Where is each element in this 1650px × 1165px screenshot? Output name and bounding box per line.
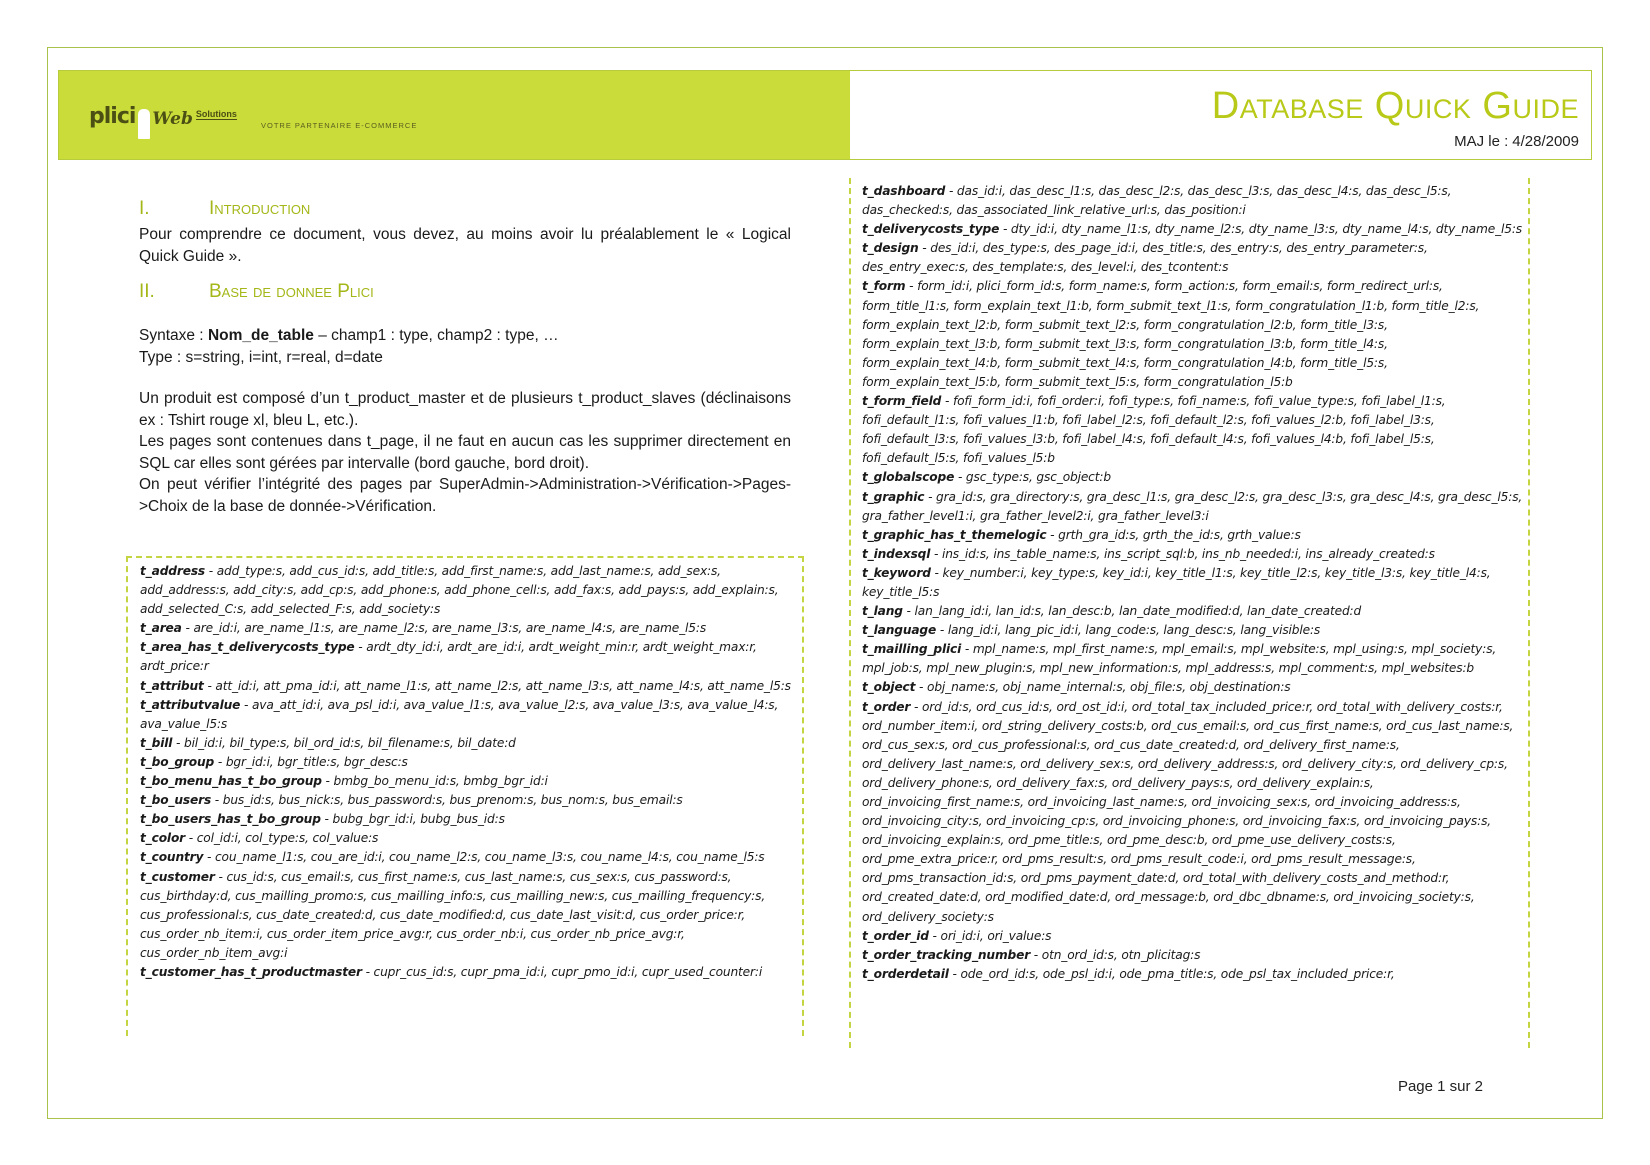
table-fields: - gsc_type:s, gsc_object:b <box>954 470 1111 485</box>
plici-logo <box>89 99 237 129</box>
table-name: t_order_id <box>862 928 929 943</box>
table-entry <box>140 963 802 982</box>
table-entry <box>862 621 1528 640</box>
table-entry <box>140 638 802 676</box>
table-entry <box>862 239 1528 277</box>
table-fields: - key_number:i, key_type:s, key_id:i, key_title_l1:s, key_title_l2:s, key_title_l3:s, key_title_l4:s, key_title_l5:s <box>862 565 1491 599</box>
table-entry <box>862 526 1528 545</box>
table-fields: - are_id:i, are_name_l1:s, are_name_l2:s, are_name_l3:s, are_name_l4:s, are_name_l5:s <box>181 621 707 636</box>
table-entry <box>140 677 802 696</box>
table-entry <box>140 848 802 867</box>
table-name: t_customer_has_t_productmaster <box>140 964 362 979</box>
table-fields: - otn_ord_id:s, otn_plicitag:s <box>1030 947 1201 962</box>
header-logo-band <box>59 71 850 159</box>
table-entry <box>862 277 1528 392</box>
right-table-list <box>849 178 1530 1048</box>
table-name: t_color <box>140 831 186 846</box>
table-name: t_bill <box>140 735 173 750</box>
table-fields: - ori_id:i, ori_value:s <box>928 928 1052 943</box>
table-name: t_orderdetail <box>862 966 949 981</box>
table-name: t_attributvalue <box>140 697 241 712</box>
syntax-rest: – champ1 : type, champ2 : type, … <box>318 327 559 344</box>
table-fields: - form_id:i, plici_form_id:s, form_name:s, form_action:s, form_email:s, form_redirect_url:s, form_title_l1:s, form_explain_text_l1:b, form_submit_text_l1:s, form_congratulation_l1:b, form_title_l2:s, form_explain_text_l2:b, form_submit_text_l2:s, form_congratulation_l2:b, form_title_l3:s, form_explain_text_l3:b, form_submit_text_l3:s, form_congratulation_l3:b, form_title_l4:s, form_explain_text_l4:b, form_submit_text_l4:s, form_congratulation_l4:b, form_title_l5:s, form_explain_text_l5:b, form_submit_text_l5:s, form_congratulation_l5:b <box>862 279 1480 389</box>
table-entry <box>862 640 1528 678</box>
section-heading-introduction <box>139 198 791 220</box>
logo-tagline: VOTRE PARTENAIRE E-COMMERCE <box>261 121 418 130</box>
table-fields: - ins_id:s, ins_table_name:s, ins_script_sql:b, ins_nb_needed:i, ins_already_created:s <box>930 546 1435 561</box>
table-entry <box>140 753 802 772</box>
table-name: t_bo_menu_has_t_bo_group <box>140 774 322 789</box>
syntax-label: Syntaxe : <box>139 327 204 344</box>
table-fields: - att_id:i, att_pma_id:i, att_name_l1:s, att_name_l2:s, att_name_l3:s, att_name_l4:s, att_name_l5:s <box>203 678 791 693</box>
table-fields: - dty_id:i, dty_name_l1:s, dty_name_l2:s, dty_name_l3:s, dty_name_l4:s, dty_name_l5:s <box>999 222 1523 237</box>
table-entry <box>140 696 802 734</box>
table-name: t_order_tracking_number <box>862 947 1031 962</box>
table-name: t_mailling_plici <box>862 642 962 657</box>
table-name: t_language <box>862 623 937 638</box>
syntax-table-name: Nom_de_table <box>207 327 314 344</box>
table-name: t_globalscope <box>862 470 955 485</box>
table-name: t_attribut <box>140 678 204 693</box>
table-name: t_bo_users_has_t_bo_group <box>140 812 321 827</box>
table-name: t_deliverycosts_type <box>862 222 1000 237</box>
table-entry <box>862 488 1528 526</box>
table-entry <box>862 392 1528 468</box>
table-fields: - grth_gra_id:s, grth_the_id:s, grth_value:s <box>1046 527 1301 542</box>
table-fields: - cupr_cus_id:s, cupr_pma_id:i, cupr_pmo_id:i, cupr_used_counter:i <box>361 964 763 979</box>
table-entry <box>862 220 1528 239</box>
left-column <box>139 198 791 517</box>
table-name: t_area <box>140 621 182 636</box>
table-name: t_design <box>862 241 919 256</box>
section-title: Introduction <box>209 198 311 219</box>
table-fields: - ava_att_id:i, ava_psl_id:i, ava_value_l1:s, ava_value_l2:s, ava_value_l3:s, ava_value_l4:s, ava_value_l5:s <box>140 697 779 731</box>
section-number: II. <box>139 281 155 302</box>
section-title: Base de donnee Plici <box>209 281 374 302</box>
left-table-list <box>126 556 804 1036</box>
table-entry <box>140 810 802 829</box>
syntax-line <box>139 325 791 347</box>
table-entry <box>862 182 1528 220</box>
table-fields: - ardt_dty_id:i, ardt_are_id:i, ardt_weight_min:r, ardt_weight_max:r, ardt_price:r <box>140 640 757 674</box>
table-entry <box>140 734 802 753</box>
table-entry <box>862 965 1528 984</box>
update-date <box>1450 133 1579 150</box>
table-fields: - mpl_name:s, mpl_first_name:s, mpl_email:s, mpl_website:s, mpl_using:s, mpl_society:s, mpl_job:s, mpl_new_plugin:s, mpl_new_information:s, mpl_address:s, mpl_comment:s, mpl_websites:b <box>862 642 1497 676</box>
intro-paragraph: Pour comprendre ce document, vous devez, au moins avoir lu préalablement le « Logical Quick Guide ». <box>139 226 791 265</box>
update-date-value: 4/28/2009 <box>1512 133 1579 150</box>
table-fields: - ord_id:s, ord_cus_id:s, ord_ost_id:i, ord_total_tax_included_price:r, ord_total_with_delivery_costs:r, ord_number_item:i, ord_string_delivery_costs:b, ord_cus_email:s, ord_cus_first_name:s, ord_cus_last_name:s, ord_cus_sex:s, ord_cus_professional:s, ord_cus_date_created:d, ord_delivery_first_name:s, ord_delivery_last_name:s, ord_delivery_sex:s, ord_delivery_address:s, ord_delivery_city:s, ord_delivery_cp:s, ord_delivery_phone:s, ord_delivery_fax:s, ord_delivery_pays:s, ord_delivery_explain:s, ord_invoicing_first_name:s, ord_invoicing_last_name:s, ord_invoicing_sex:s, ord_invoicing_address:s, ord_invoicing_city:s, ord_invoicing_cp:s, ord_invoicing_phone:s, ord_invoicing_fax:s, ord_invoicing_pays:s, ord_invoicing_explain:s, ord_pme_title:s, ord_pme_desc:b, ord_pme_use_delivery_costs:s, ord_pme_extra_price:r, ord_pms_result:s, ord_pms_result_code:i, ord_pms_result_message:s, ord_pms_transaction_id:s, ord_pms_payment_date:d, ord_total_with_delivery_costs_and_method:r, ord_created_date:d, ord_modified_date:d, ord_message:b, ord_dbc_dbname:s, ord_invoicing_society:s, ord_delivery_society:s <box>862 699 1514 924</box>
table-fields: - bubg_bgr_id:i, bubg_bus_id:s <box>320 812 505 827</box>
table-name: t_country <box>140 850 204 865</box>
pages-paragraph: Les pages sont contenues dans t_page, il ne faut en aucun cas les supprimer directement en SQL car elles sont gérées par intervalle (bord gauche, bord droit). <box>139 433 791 472</box>
table-entry <box>862 602 1528 621</box>
verification-paragraph: On peut vérifier l’intégrité des pages par SuperAdmin->Administration->Vérification->Pages->Choix de la base de donnée->Vérification. <box>139 476 791 515</box>
table-fields: - bgr_id:i, bgr_title:s, bgr_desc:s <box>214 754 408 769</box>
document-header <box>58 70 1592 160</box>
table-entry <box>862 678 1528 697</box>
table-fields: - obj_name:s, obj_name_internal:s, obj_file:s, obj_destination:s <box>915 680 1291 695</box>
table-name: t_order <box>862 699 911 714</box>
table-entry <box>862 564 1528 602</box>
table-fields: - bmbg_bo_menu_id:s, bmbg_bgr_id:i <box>321 774 548 789</box>
table-fields: - des_id:i, des_type:s, des_page_id:i, des_title:s, des_entry:s, des_entry_parameter:s, des_entry_exec:s, des_template:s, des_level:i, des_tcontent:s <box>862 241 1428 275</box>
table-name: t_graphic <box>862 489 925 504</box>
table-entry <box>140 791 802 810</box>
page-number: Page 1 sur 2 <box>1397 1078 1483 1095</box>
section-heading-base <box>139 281 791 303</box>
logo-plici-text: plici <box>89 104 136 129</box>
table-entry <box>140 562 802 619</box>
document-title: Database Quick Guide <box>1211 85 1579 127</box>
table-fields: - add_type:s, add_cus_id:s, add_title:s, add_first_name:s, add_last_name:s, add_sex:s, add_address:s, add_city:s, add_cp:s, add_phone:s, add_phone_cell:s, add_fax:s, add_pays:s, add_explain:s, add_selected_C:s, add_selected_F:s, add_society:s <box>140 564 779 617</box>
table-name: t_keyword <box>862 565 931 580</box>
table-name: t_graphic_has_t_themelogic <box>862 527 1047 542</box>
table-entry <box>862 698 1528 927</box>
product-paragraph: Un produit est composé d’un t_product_master et de plusieurs t_product_slaves (déclinaisons ex : Tshirt rouge xl, bleu L, etc.). <box>139 390 791 429</box>
table-entry <box>862 545 1528 564</box>
table-entry <box>862 946 1528 965</box>
table-entry <box>140 772 802 791</box>
table-name: t_address <box>140 564 206 578</box>
table-name: t_area_has_t_deliverycosts_type <box>140 640 355 655</box>
table-name: t_object <box>862 680 916 695</box>
table-entry <box>862 468 1528 487</box>
update-date-label: MAJ le : <box>1454 133 1509 150</box>
table-fields: - col_id:i, col_type:s, col_value:s <box>185 831 379 846</box>
table-fields: - ode_ord_id:s, ode_psl_id:i, ode_pma_title:s, ode_psl_tax_included_price:r, <box>948 966 1395 981</box>
table-entry <box>140 829 802 848</box>
logo-solutions-text: Solutions <box>195 109 237 119</box>
table-fields: - das_id:i, das_desc_l1:s, das_desc_l2:s, das_desc_l3:s, das_desc_l4:s, das_desc_l5:s, das_checked:s, das_associated_link_relative_url:s, das_position:i <box>862 184 1452 218</box>
table-entry <box>862 927 1528 946</box>
section-number: I. <box>139 198 150 219</box>
table-fields: - cou_name_l1:s, cou_are_id:i, cou_name_l2:s, cou_name_l3:s, cou_name_l4:s, cou_name_l5:s <box>203 850 765 865</box>
table-name: t_indexsql <box>862 546 931 561</box>
table-entry <box>140 619 802 638</box>
table-name: t_lang <box>862 604 903 619</box>
table-name: t_dashboard <box>862 184 946 198</box>
table-name: t_form <box>862 279 906 294</box>
table-fields: - lang_id:i, lang_pic_id:i, lang_code:s, lang_desc:s, lang_visible:s <box>936 623 1321 638</box>
table-name: t_bo_users <box>140 793 212 808</box>
table-fields: - bus_id:s, bus_nick:s, bus_password:s, bus_prenom:s, bus_nom:s, bus_email:s <box>211 793 683 808</box>
table-fields: - gra_id:s, gra_directory:s, gra_desc_l1:s, gra_desc_l2:s, gra_desc_l3:s, gra_desc_l4:s, gra_desc_l5:s, gra_father_level1:i, gra_father_level2:i, gra_father_level3:i <box>862 489 1523 523</box>
type-line: Type : s=string, i=int, r=real, d=date <box>139 348 383 366</box>
table-fields: - lan_lang_id:i, lan_id:s, lan_desc:b, lan_date_modified:d, lan_date_created:d <box>902 604 1362 619</box>
table-entry <box>140 868 802 963</box>
table-name: t_customer <box>140 869 215 884</box>
logo-web-text: Web <box>152 109 193 129</box>
logo-mark-icon <box>138 109 150 139</box>
table-fields: - fofi_form_id:i, fofi_order:i, fofi_type:s, fofi_name:s, fofi_value_type:s, fofi_label_l1:s, fofi_default_l1:s, fofi_values_l1:b, fofi_label_l2:s, fofi_default_l2:s, fofi_values_l2:b, fofi_label_l3:s, fofi_default_l3:s, fofi_values_l3:b, fofi_label_l4:s, fofi_default_l4:s, fofi_values_l4:b, fofi_label_l5:s, fofi_default_l5:s, fofi_values_l5:b <box>862 394 1446 466</box>
table-name: t_form_field <box>862 394 942 409</box>
table-fields: - bil_id:i, bil_type:s, bil_ord_id:s, bil_filename:s, bil_date:d <box>172 735 516 750</box>
table-name: t_bo_group <box>140 754 215 769</box>
table-fields: - cus_id:s, cus_email:s, cus_first_name:s, cus_last_name:s, cus_sex:s, cus_password:s, cus_birthday:d, cus_mailling_promo:s, cus_mailling_info:s, cus_mailling_new:s, cus_mailling_frequency:s, cus_professional:s, cus_date_created:d, cus_date_modified:d, cus_date_last_visit:d, cus_order_price:r, cus_order_nb_item:i, cus_order_item_price_avg:r, cus_order_nb:i, cus_order_nb_price_avg:r, cus_order_nb_item_avg:i <box>140 869 766 960</box>
